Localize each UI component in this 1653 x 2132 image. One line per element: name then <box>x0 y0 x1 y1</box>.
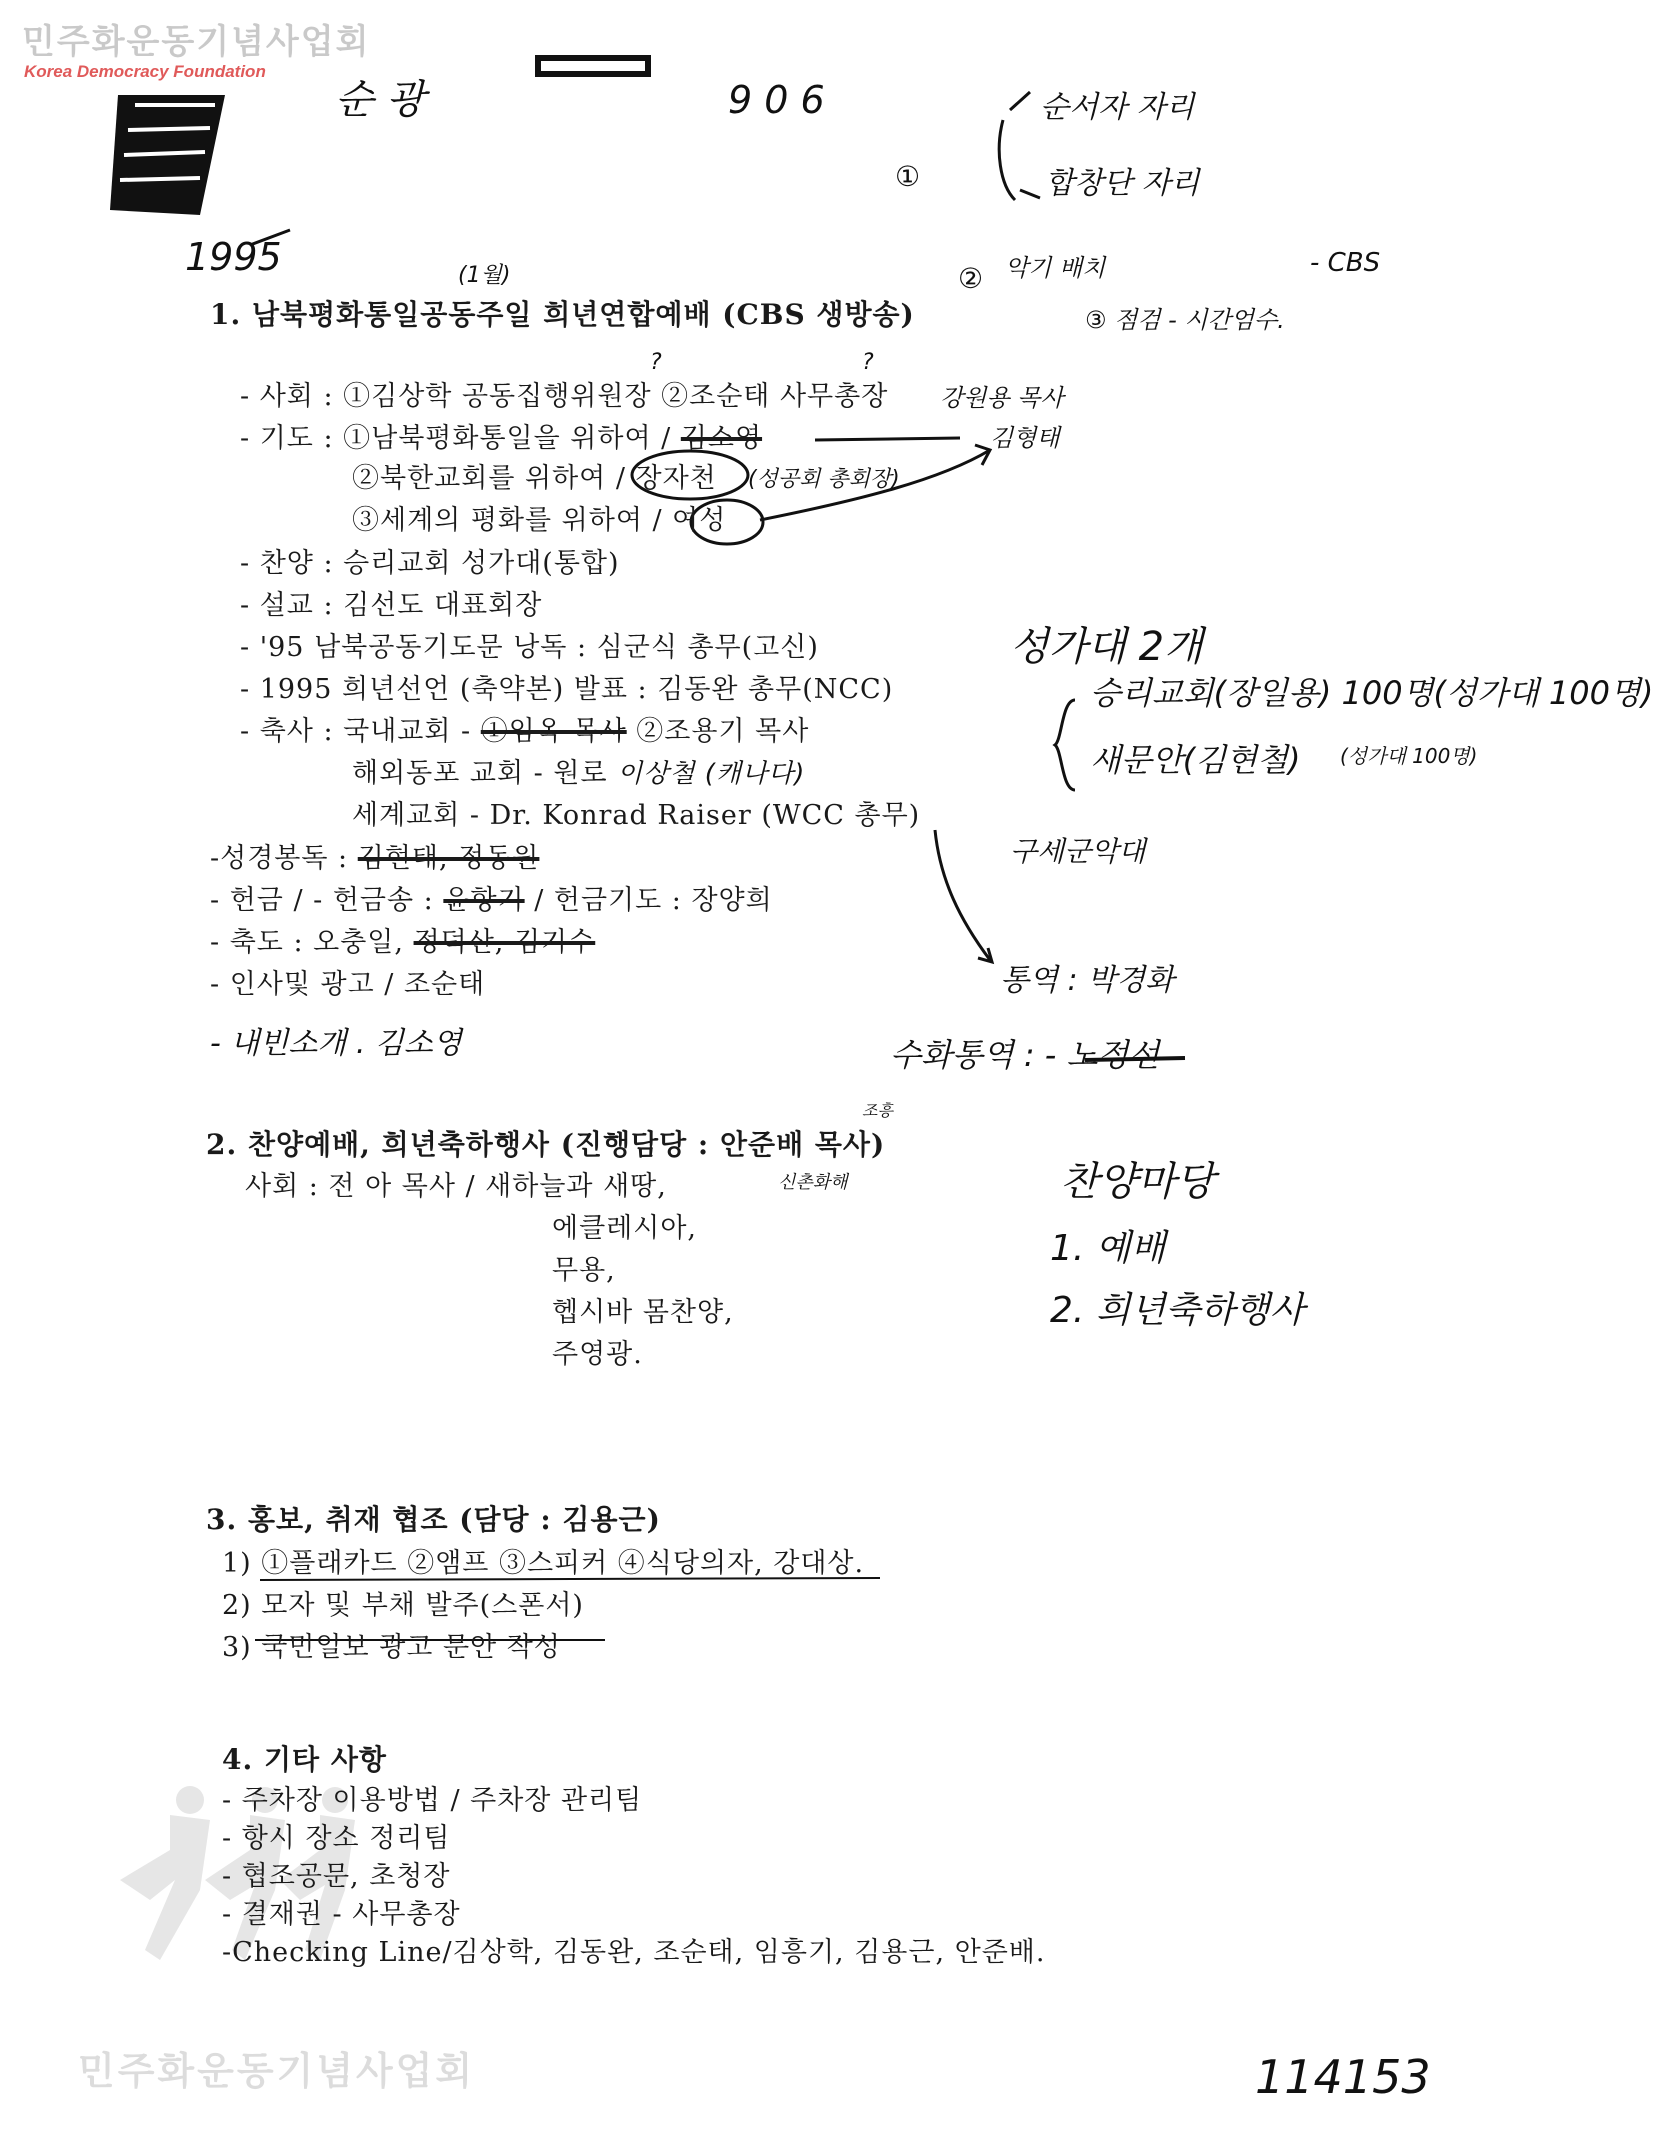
s1-line-scripture: -성경봉독 : 김현태, 정동원 <box>210 843 540 874</box>
note-praise-1: 1. 예배 <box>1050 1228 1166 1269</box>
watermark-org-english: Korea Democracy Foundation <box>24 62 266 81</box>
s4-line-4: - 결재권 - 사무총장 <box>222 1899 461 1930</box>
note-question-2: ? <box>862 350 874 375</box>
s1-line-praise: - 찬양 : 승리교회 성가대(통합) <box>240 548 620 579</box>
note-cbs: - CBS <box>1310 248 1381 278</box>
note-circled-1: ① <box>895 160 921 193</box>
note-choir-line-1: 승리교회(장일용) 100명(성가대 100명) <box>1090 674 1653 712</box>
s1-line-benediction: - 축도 : 오충일, 정덕산, 김기수 <box>210 927 596 958</box>
s2-item-3: 헵시바 몸찬양, <box>552 1297 734 1328</box>
s2-lead: 사회 : 전 아 목사 / 새하늘과 새땅, <box>245 1171 667 1202</box>
header-number: 9 0 6 <box>728 78 825 122</box>
s1-line-world: 세계교회 - Dr. Konrad Raiser (WCC 총무) <box>352 800 921 831</box>
s1-line-prayer-2: ②북한교회를 위하여 / 장자천 <box>352 463 717 494</box>
section1-title: 1. 남북평화통일공동주일 희년연합예배 (CBS 생방송) <box>210 298 915 331</box>
note-circled-2: ② <box>958 262 984 295</box>
note-choir-heading: 성가대 2개 <box>1010 624 1203 670</box>
note-instrument-layout: 악기 배치 <box>1005 254 1106 282</box>
s1-line-host: - 사회 : ①김상학 공동집행위원장 ②조순태 사무총장 <box>240 381 889 412</box>
s1-line-overseas: 해외동포 교회 - 원로 이상철 (캐나다) <box>352 758 806 789</box>
note-choir-seats: 합창단 자리 <box>1045 166 1200 201</box>
note-small-mark: 조흥 <box>862 1101 893 1120</box>
note-guest-intro: - 내빈소개 . 김소영 <box>210 1026 462 1061</box>
s4-line-1: - 주차장 이용방법 / 주차장 관리팀 <box>222 1785 643 1816</box>
document-number: 114153 <box>1255 2050 1431 2104</box>
watermark-org-korean-bottom: 민주화운동기념사업회 <box>78 2049 476 2093</box>
note-check-time: ③ 점검 - 시간엄수. <box>1085 306 1285 334</box>
s3-line-3: 3) 국민일보 광고 문안 작성 <box>222 1632 561 1663</box>
note-question-1: ? <box>650 350 662 375</box>
s4-line-5: -Checking Line/김상학, 김동완, 조순태, 임흥기, 김용근, 안준배. <box>222 1937 1046 1968</box>
s1-line-declaration: - 1995 희년선언 (축약본) 발표 : 김동완 총무(NCC) <box>240 674 894 705</box>
s2-item-4: 주영광. <box>552 1339 643 1370</box>
note-year: 1995 <box>185 235 282 279</box>
s4-line-2: - 항시 장소 정리팀 <box>222 1823 451 1854</box>
note-jang-add: (성공회 총회장) <box>748 467 900 492</box>
s1-line-congrats: - 축사 : 국내교회 - ①임옥 목사 ②조용기 목사 <box>240 716 810 747</box>
s4-line-3: - 협조공문, 초청장 <box>222 1861 451 1892</box>
s3-line-1: 1) ①플래카드 ②앰프 ③스피커 ④식당의자, 강대상. <box>222 1548 865 1579</box>
s3-line-2: 2) 모자 및 부채 발주(스폰서) <box>222 1590 584 1621</box>
note-new-sky-add: 신촌화해 <box>778 1172 848 1193</box>
note-above-title: (1월) <box>458 263 511 288</box>
note-sign-interpreter: 수화통역 : - 노정선 <box>890 1036 1160 1074</box>
header-label: 순 광 <box>335 77 425 123</box>
note-speaker-seats: 순서자 자리 <box>1040 90 1195 125</box>
note-praise-heading: 찬양마당 <box>1060 1159 1215 1205</box>
note-choir-line-2: 새문안(김현철) <box>1090 741 1301 779</box>
s2-item-2: 무용, <box>552 1255 616 1286</box>
note-orchestra: 구세군악대 <box>1010 835 1146 868</box>
section4-title: 4. 기타 사항 <box>222 1743 387 1776</box>
section3-title: 3. 홍보, 취재 협조 (담당 : 김용근) <box>206 1503 661 1536</box>
note-interpreter: 통역 : 박경화 <box>1000 963 1175 998</box>
s1-line-prayer-1: - 기도 : ①남북평화통일을 위하여 / 김소영 <box>240 423 763 454</box>
watermark-org-korean: 민주화운동기념사업회 <box>22 22 371 62</box>
s1-line-announcements: - 인사및 광고 / 조순태 <box>210 969 486 1000</box>
note-prayer-add: 김형태 <box>990 424 1060 452</box>
s2-item-1: 에클레시아, <box>552 1213 697 1244</box>
s1-line-offering: - 헌금 / - 헌금송 : 윤항기 / 헌금기도 : 장양희 <box>210 885 773 916</box>
section2-title: 2. 찬양예배, 희년축하행사 (진행담당 : 안준배 목사) <box>206 1128 886 1161</box>
note-host-add: 강원용 목사 <box>940 384 1064 412</box>
note-choir-line-2-tail: (성가대 100명) <box>1340 744 1478 768</box>
s1-line-sermon: - 설교 : 김선도 대표회장 <box>240 590 543 621</box>
s1-line-prayer-3: ③세계의 평화를 위하여 / 여성 <box>352 505 727 536</box>
s1-line-joint-prayer: - '95 남북공동기도문 낭독 : 심군식 총무(고신) <box>240 632 819 663</box>
note-praise-2: 2. 희년축하행사 <box>1050 1290 1305 1331</box>
